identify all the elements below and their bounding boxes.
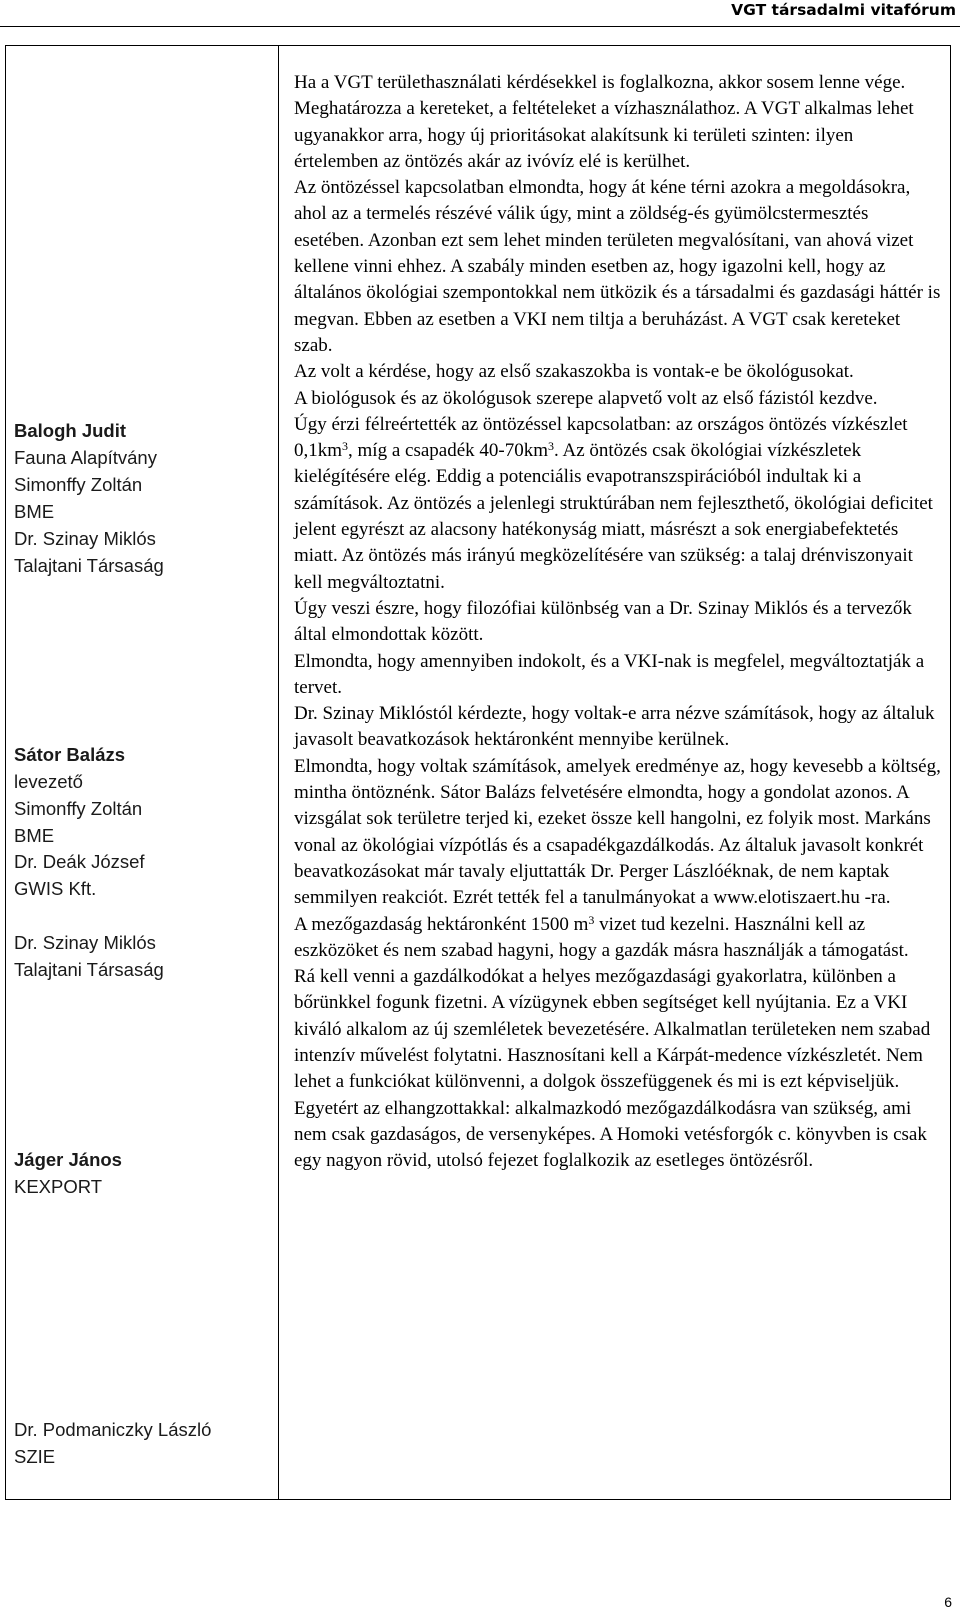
speaker-entry xyxy=(14,741,125,795)
header-title: VGT társadalmi vitafórum xyxy=(731,1,956,19)
speaker-name: Simonffy Zoltán xyxy=(14,474,143,495)
table-border-middle xyxy=(278,45,279,1500)
speaker-entry xyxy=(14,795,142,849)
speaker-org: Fauna Alapítvány xyxy=(14,447,157,468)
paragraph: Az öntözéssel kapcsolatban elmondta, hogy át kéne térni azokra a megoldásokra, ahol az a termelés részévé válik úgy, mint a zöldség-és gyümölcstermesztés esetében. Azonban ezt sem lehet minden területen megvalósítani, van ahová vizet kellene vinni ehhez. A szabály minden esetben az, hogy igazolni kell, hogy az általános ökológiai szempontokkal nem ütközik és a társadalmi és gazdasági háttér is megvan. Ebben az esetben a VKI nem tiltja a beruházást. A VGT csak kereteket szab. xyxy=(294,177,941,356)
speaker-entry xyxy=(14,417,157,471)
speaker-name: Dr. Deák József xyxy=(14,851,145,872)
speaker-entry xyxy=(14,1416,211,1470)
paragraph-text: , míg a csapadék 40-70km xyxy=(348,440,549,462)
table-border-left xyxy=(5,45,6,1500)
speaker-name: Dr. Podmaniczky László xyxy=(14,1419,212,1440)
paragraph: Elmondta, hogy amennyiben indokolt, és a VKI-nak is megfelel, megváltoztatják a tervet. xyxy=(294,650,925,698)
speaker-name: Dr. Szinay Miklós xyxy=(14,932,156,953)
speaker-entry xyxy=(14,1146,122,1200)
speaker-org: BME xyxy=(14,501,55,522)
paragraph: Úgy veszi észre, hogy filozófiai különbség van a Dr. Szinay Miklós és a tervezők által elmondottak között. xyxy=(294,597,912,646)
paragraph: Ha a VGT területhasználati kérdésekkel is foglalkozna, akkor sosem lenne vége. Meghatározza a kereteket, a feltételeket a vízhasználathoz. A VGT alkalmas lehet ugyanakkor arra, hogy új prioritásokat alakítsunk ki területi szinten: ilyen értelemben az öntözés akár az ivóvíz elé is kerülhet. xyxy=(294,72,914,172)
paragraph: Dr. Szinay Miklóstól kérdezte, hogy voltak-e arra nézve számítások, hogy az általuk javasolt beavatkozások hektáronként mennyibe kerülnek. xyxy=(294,703,935,751)
paragraph: Egyetért az elhangzottakkal: alkalmazkodó mezőgazdálkodásra van szükség, ami nem csak gazdaságos, de versenyképes. A Homoki vetésforgók c. könyvben is csak egy nagyon rövid, utolsó fejezet foglalkozik az esetleges öntözésről. xyxy=(294,1097,927,1172)
page-number: 6 xyxy=(944,1594,952,1610)
table-border-right xyxy=(950,45,951,1500)
speaker-name: Dr. Szinay Miklós xyxy=(14,528,156,549)
speaker-name: Jáger János xyxy=(14,1149,122,1170)
minutes-text xyxy=(294,70,942,1174)
paragraph-text: . Az öntözés csak ökológiai vízkészletek kielégítésére elég. Eddig a potenciális evapotranszspirációból indultak ki a számítások. Az öntözés a jelenlegi struktúrában nem fejleszthető, ökológiai deficitet jelent egyrészt az alacsony hatékonyság miatt, másrészt a sok energiabefektetés miatt. Az öntözés más irányú megközelítésére van szükség: a talaj drénviszonyait kell megváltoztatni. xyxy=(294,440,933,593)
paragraph-text: Úgy érzi félreértették az öntözéssel kapcsolatban: az országos öntözés vízkészlet 0,1km xyxy=(294,413,908,462)
speaker-org: levezető xyxy=(14,771,83,792)
paragraph: A biológusok és az ökológusok szerepe alapvető volt az első fázistól kezdve. xyxy=(294,387,878,409)
paragraph xyxy=(294,912,942,965)
speaker-org: GWIS Kft. xyxy=(14,878,97,899)
speaker-org: BME xyxy=(14,825,55,846)
speaker-org: Talajtani Társaság xyxy=(14,959,164,980)
paragraph-text: A mezőgazdaság hektáronként 1500 m xyxy=(294,913,589,935)
speaker-entry xyxy=(14,929,164,983)
speaker-name: Simonffy Zoltán xyxy=(14,798,143,819)
speaker-name: Balogh Judit xyxy=(14,420,127,441)
paragraph: Elmondta, hogy voltak számítások, amelyek eredménye az, hogy kevesebb a költség, mintha öntöznénk. Sátor Balázs felvetésére elmondta, hogy a gondolat azonos. A vizsgálat sok területre terjed ki, ezeket össze kell hangolni, ez folyik most. Markáns vonal az ökológiai vízpótlás és a csapadékgazdálkodás. Az általuk javasolt konkrét beavatkozásokat már tavaly eljuttatták Dr. Perger Lászlóéknak, de nem kaptak semmilyen reakciót. Ezrét tették fel a tanulmányokat a www.elotiszaert.hu -ra. xyxy=(294,755,941,909)
superscript: 3 xyxy=(548,439,555,454)
speaker-column xyxy=(14,0,276,1613)
speaker-name: Sátor Balázs xyxy=(14,744,126,765)
speaker-org: KEXPORT xyxy=(14,1176,103,1197)
speaker-entry xyxy=(14,525,164,579)
speaker-entry xyxy=(14,471,142,525)
paragraph: Az volt a kérdése, hogy az első szakaszokba is vontak-e be ökológusokat. xyxy=(294,361,854,383)
superscript: 3 xyxy=(342,439,349,454)
paragraph-text: vizet tud kezelni. Használni kell az eszközöket és nem szabad hagyni, hogy a gazdák másra használják a támogatást. xyxy=(294,913,909,961)
speaker-org: Talajtani Társaság xyxy=(14,555,164,576)
paragraph: Rá kell venni a gazdálkodókat a helyes mezőgazdasági gyakorlatra, különben a bőrünkkel fogunk fizetni. A vízügynek ebben segítséget kell nyújtania. Ez a VKI kiváló alkalom az új szemléletek bevezetésére. Alkalmatlan területeken nem szabad intenzív művelést folytatni. Hasznosítani kell a Kárpát-medence vízkészletét. Nem lehet a funkciókat különvenni, a dolgok összefüggenek és mi is ezt képviseljük. xyxy=(294,966,931,1093)
speaker-entry xyxy=(14,848,145,902)
paragraph xyxy=(294,412,942,596)
superscript: 3 xyxy=(588,912,595,927)
speaker-org: SZIE xyxy=(14,1446,56,1467)
